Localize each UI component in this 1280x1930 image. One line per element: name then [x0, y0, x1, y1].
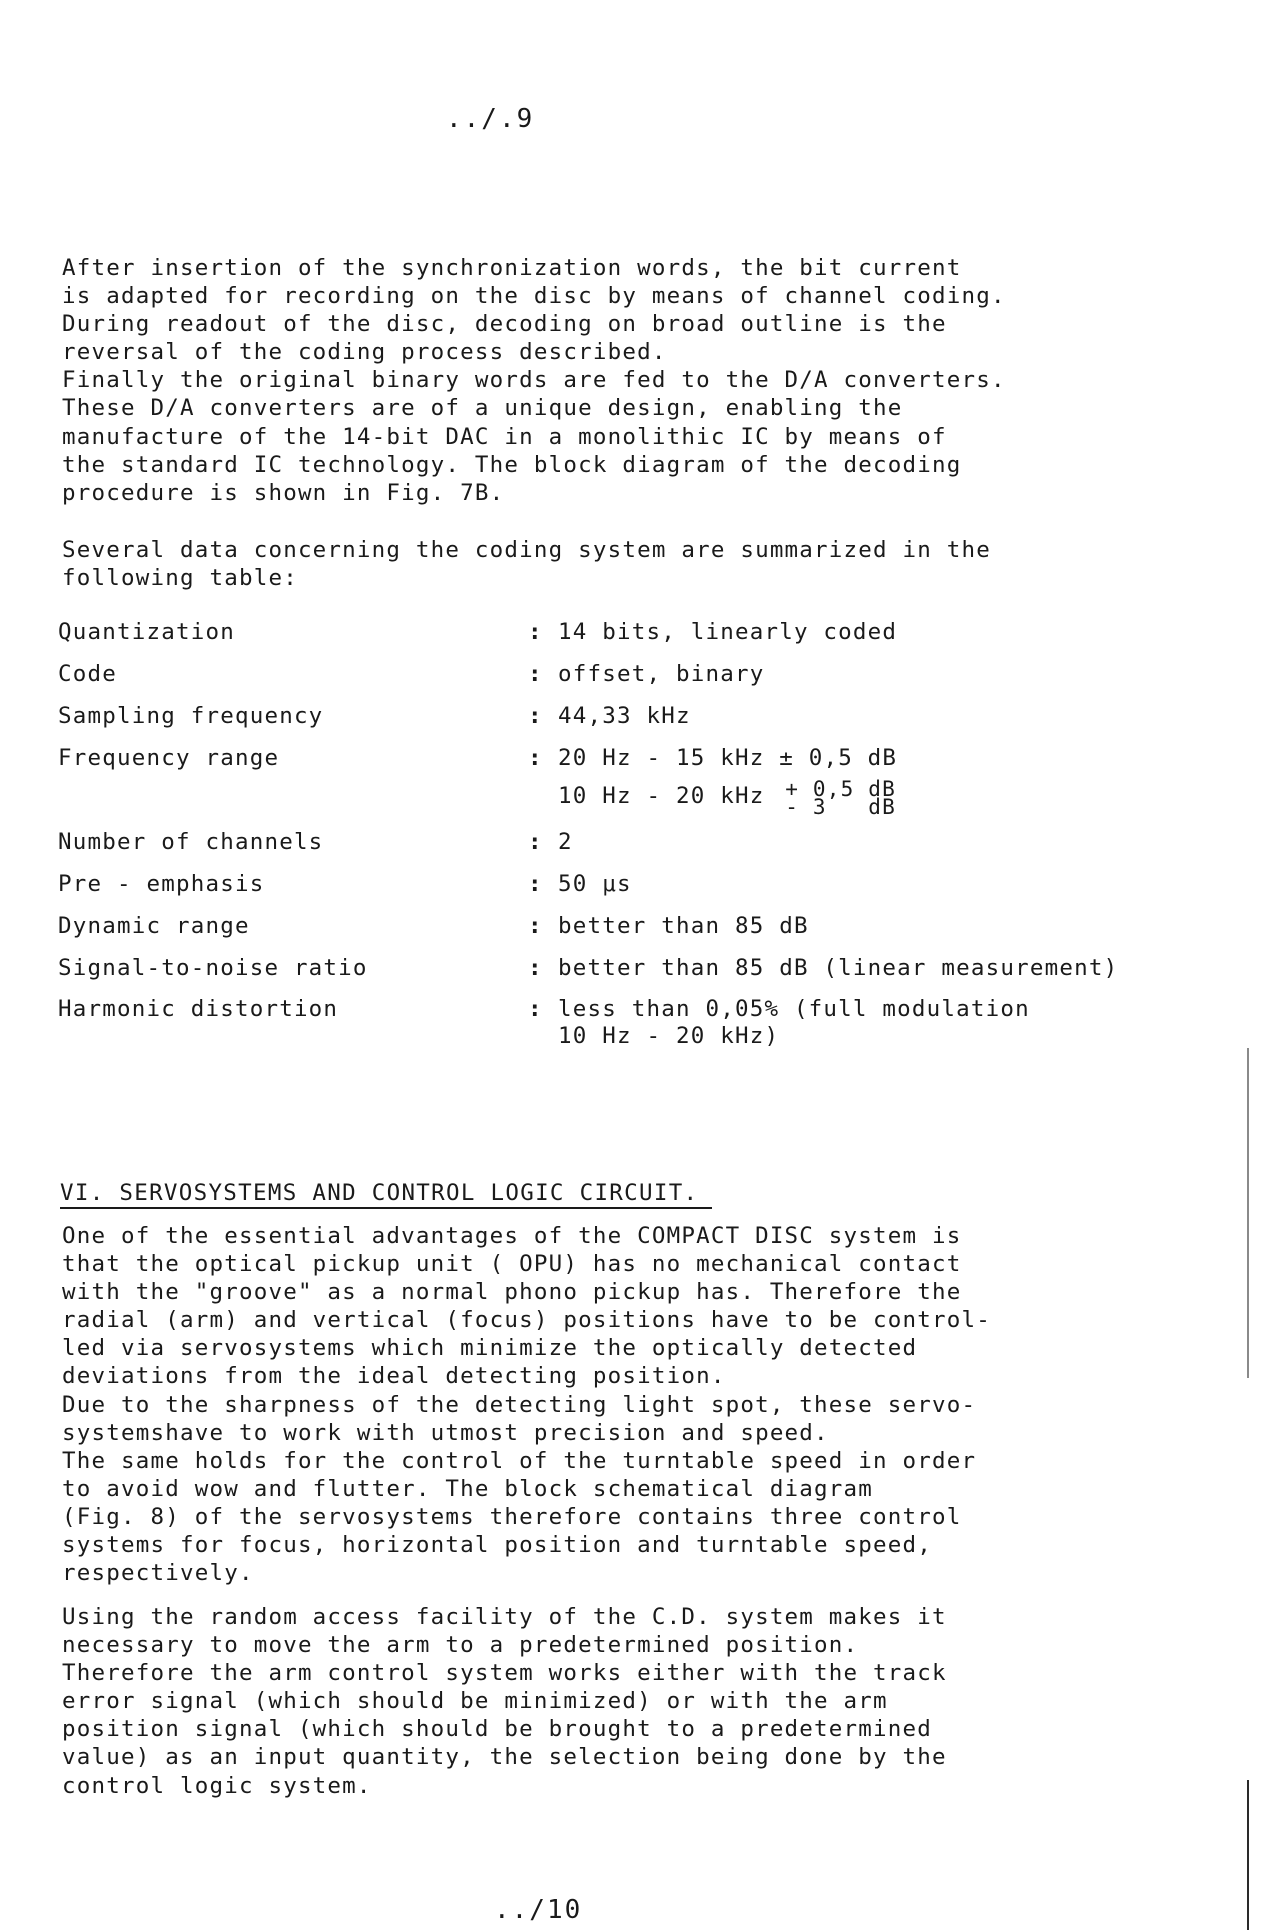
- intro-paragraph: After insertion of the synchronization words, the bit current is adapted for recording on the disc by means of channel coding. During readout of the disc, decoding on broad outline is the reversal of the coding process described. Finally the original binary words are fed to the D/A converters. These D/A converters are of a unique design, enabling the manufacture of the 14-bit DAC in a monolithic IC by means of the standard IC technology. The block diagram of the decoding procedure is shown in Fig. 7B.: [62, 255, 1006, 506]
- row-label: Dynamic range: [58, 913, 250, 939]
- row-label: Frequency range: [58, 745, 280, 771]
- row-value: better than 85 dB (linear measurement): [558, 955, 1119, 981]
- row-colon: :: [528, 996, 543, 1022]
- row-label: Quantization: [58, 619, 235, 645]
- random-access-paragraph: Using the random access facility of the C.D. system makes it necessary to move the arm to a predetermined position. Therefore the arm control system works either with the track error signal (which should be minimized) or with the arm position signal (which should be brought to a predetermined value) as an input quantity, the selection being done by the control logic system.: [62, 1604, 947, 1799]
- row-colon: :: [528, 955, 543, 981]
- coding-data-table: [58, 618, 1238, 1050]
- summary-paragraph: Several data concerning the coding system are summarized in the following table:: [62, 537, 992, 592]
- frequency-line-2: [558, 777, 1238, 819]
- table-row: [58, 912, 1238, 954]
- row-label: Signal-to-noise ratio: [58, 955, 368, 981]
- frequency-line-1: [558, 744, 1238, 772]
- frequency-tolerance-1: ± 0,5 dB: [779, 745, 898, 771]
- row-value: [558, 744, 1238, 828]
- row-colon: :: [528, 619, 543, 645]
- row-colon: :: [528, 745, 543, 771]
- table-row: [58, 744, 1238, 828]
- row-value: 50 μs: [558, 871, 632, 897]
- row-label: Pre - emphasis: [58, 871, 265, 897]
- margin-scan-line: [1247, 1780, 1249, 1930]
- table-row: [58, 870, 1238, 912]
- row-colon: :: [528, 703, 543, 729]
- row-colon: :: [528, 871, 543, 897]
- row-label: Number of channels: [58, 829, 324, 855]
- row-value: offset, binary: [558, 661, 765, 687]
- tolerance-minus: - 3 dB: [785, 795, 896, 819]
- row-colon: :: [528, 913, 543, 939]
- row-colon: :: [528, 829, 543, 855]
- table-row: [58, 954, 1238, 996]
- row-label: Sampling frequency: [58, 703, 324, 729]
- table-row: [58, 660, 1238, 702]
- row-value: 44,33 kHz: [558, 703, 691, 729]
- row-label: Code: [58, 661, 117, 687]
- table-row: [58, 828, 1238, 870]
- frequency-tolerance-2: [785, 777, 896, 819]
- table-row: [58, 702, 1238, 744]
- table-row: [58, 996, 1238, 1050]
- row-value: 14 bits, linearly coded: [558, 619, 898, 645]
- row-label: Harmonic distortion: [58, 996, 339, 1022]
- row-colon: :: [528, 661, 543, 687]
- section-heading: VI. SERVOSYSTEMS AND CONTROL LOGIC CIRCUIT.: [60, 1180, 712, 1209]
- page-number-footer: ../10: [494, 1895, 583, 1925]
- table-row: [58, 618, 1238, 660]
- row-value: 2: [558, 829, 573, 855]
- page-number-header: ../.9: [446, 104, 535, 134]
- servo-paragraph: One of the essential advantages of the COMPACT DISC system is that the optical pickup unit ( OPU) has no mechanical contact with the "groove" as a normal phono pickup has. Therefore the radial (arm) and vertical (focus) positions have to be control- led via servosystems which minimize the optically detected deviations from the ideal detecting position. Due to the sharpness of the detecting light spot, these servo- systemshave to work with utmost precision and speed. The same holds for the control of the turntable speed in order to avoid wow and flutter. The block schematical diagram (Fig. 8) of the servosystems therefore contains three control systems for focus, horizontal position and turntable speed, respectively.: [62, 1223, 992, 1587]
- tolerance-plus: + 0,5 dB: [785, 777, 896, 801]
- frequency-range-1: 20 Hz - 15 kHz: [558, 745, 765, 771]
- margin-scan-line: [1247, 1048, 1249, 1378]
- row-value: less than 0,05% (full modulation 10 Hz - 20 kHz): [558, 996, 1030, 1049]
- row-value: better than 85 dB: [558, 913, 809, 939]
- frequency-range-2: 10 Hz - 20 kHz: [558, 783, 765, 809]
